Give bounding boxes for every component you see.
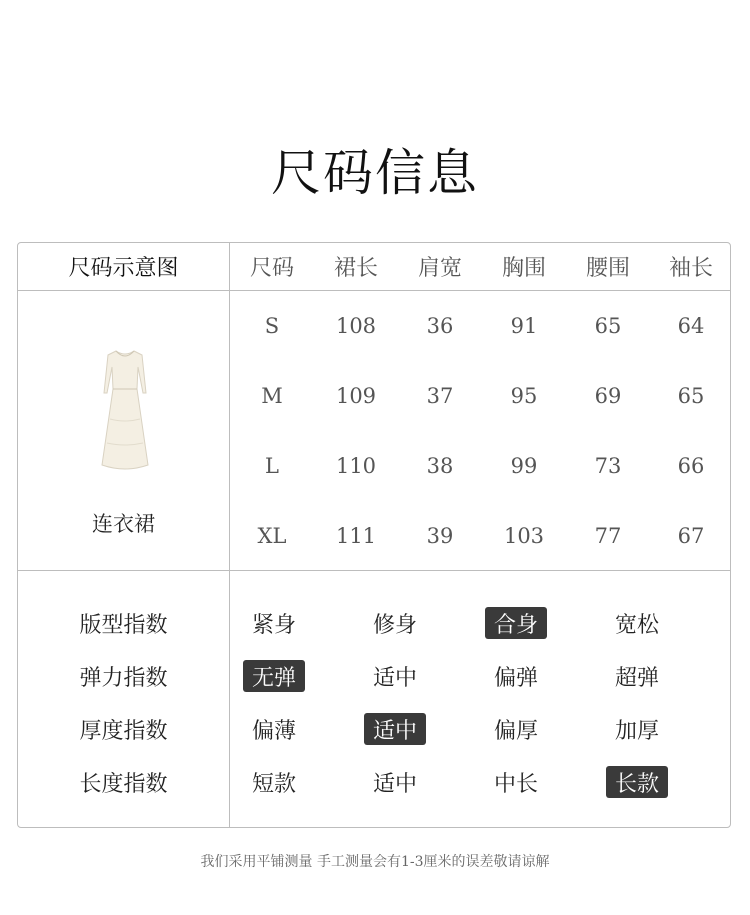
- index-label: 弹力指数: [79, 666, 168, 691]
- diagram-header: 尺码示意图: [68, 256, 179, 281]
- cell-shoulder: 37: [426, 384, 454, 408]
- cell-waist: 77: [594, 524, 622, 548]
- cell-shoulder: 39: [426, 524, 454, 548]
- index-option: 紧身: [251, 612, 296, 638]
- cell-waist: 69: [594, 384, 622, 408]
- cell-bust: 99: [510, 454, 538, 478]
- table-row: [230, 291, 732, 361]
- cell-length: 111: [335, 524, 377, 548]
- size-table: [17, 242, 731, 828]
- index-option: 长款: [606, 766, 668, 798]
- index-option: 宽松: [614, 612, 659, 638]
- column-header-waist: 腰围: [585, 256, 630, 281]
- index-option: 偏弹: [493, 665, 538, 691]
- cell-size: L: [265, 454, 279, 478]
- cell-shoulder: 36: [426, 314, 454, 338]
- index-section: [18, 597, 732, 809]
- cell-bust: 95: [510, 384, 538, 408]
- dress-image: [96, 347, 154, 477]
- cell-sleeve: 66: [677, 454, 705, 478]
- index-option: 加厚: [614, 718, 659, 744]
- index-row-fit: [18, 597, 732, 650]
- cell-sleeve: 64: [677, 314, 705, 338]
- index-option: 修身: [372, 612, 417, 638]
- cell-bust: 91: [510, 314, 538, 338]
- cell-size: XL: [257, 524, 287, 548]
- index-row-thickness: [18, 703, 732, 756]
- cell-length: 109: [335, 384, 377, 408]
- cell-length: 108: [335, 314, 377, 338]
- column-header-shoulder: 肩宽: [417, 256, 462, 281]
- index-row-stretch: [18, 650, 732, 703]
- index-option: 无弹: [243, 660, 305, 692]
- cell-shoulder: 38: [426, 454, 454, 478]
- cell-bust: 103: [503, 524, 545, 548]
- index-option: 偏薄: [251, 718, 296, 744]
- table-row: [230, 361, 732, 431]
- measurement-note: 我们采用平铺测量 手工测量会有1-3厘米的误差敬请谅解: [200, 854, 550, 870]
- index-option: 适中: [364, 713, 426, 745]
- index-option: 超弹: [614, 665, 659, 691]
- size-table-header: [230, 243, 732, 290]
- garment-name: 连衣裙: [92, 512, 155, 536]
- column-header-length: 裙长: [333, 256, 378, 281]
- column-header-size: 尺码: [249, 256, 294, 281]
- cell-size: M: [261, 384, 283, 408]
- index-option: 短款: [251, 771, 296, 797]
- index-option: 合身: [485, 607, 547, 639]
- table-row: [230, 501, 732, 571]
- cell-length: 110: [335, 454, 377, 478]
- column-header-sleeve: 袖长: [668, 256, 713, 281]
- cell-size: S: [264, 314, 280, 338]
- column-header-bust: 胸围: [501, 256, 546, 281]
- cell-waist: 73: [594, 454, 622, 478]
- cell-waist: 65: [594, 314, 622, 338]
- index-row-length: [18, 756, 732, 809]
- index-label: 厚度指数: [79, 719, 168, 744]
- index-option: 适中: [372, 665, 417, 691]
- cell-sleeve: 67: [677, 524, 705, 548]
- size-table-body: [230, 291, 732, 571]
- cell-sleeve: 65: [677, 384, 705, 408]
- index-label: 长度指数: [79, 772, 168, 797]
- page-title: 尺码信息: [271, 144, 479, 202]
- index-option: 适中: [372, 771, 417, 797]
- index-option: 偏厚: [493, 718, 538, 744]
- table-row: [230, 431, 732, 501]
- index-option: 中长: [493, 771, 538, 797]
- index-label: 版型指数: [79, 613, 168, 638]
